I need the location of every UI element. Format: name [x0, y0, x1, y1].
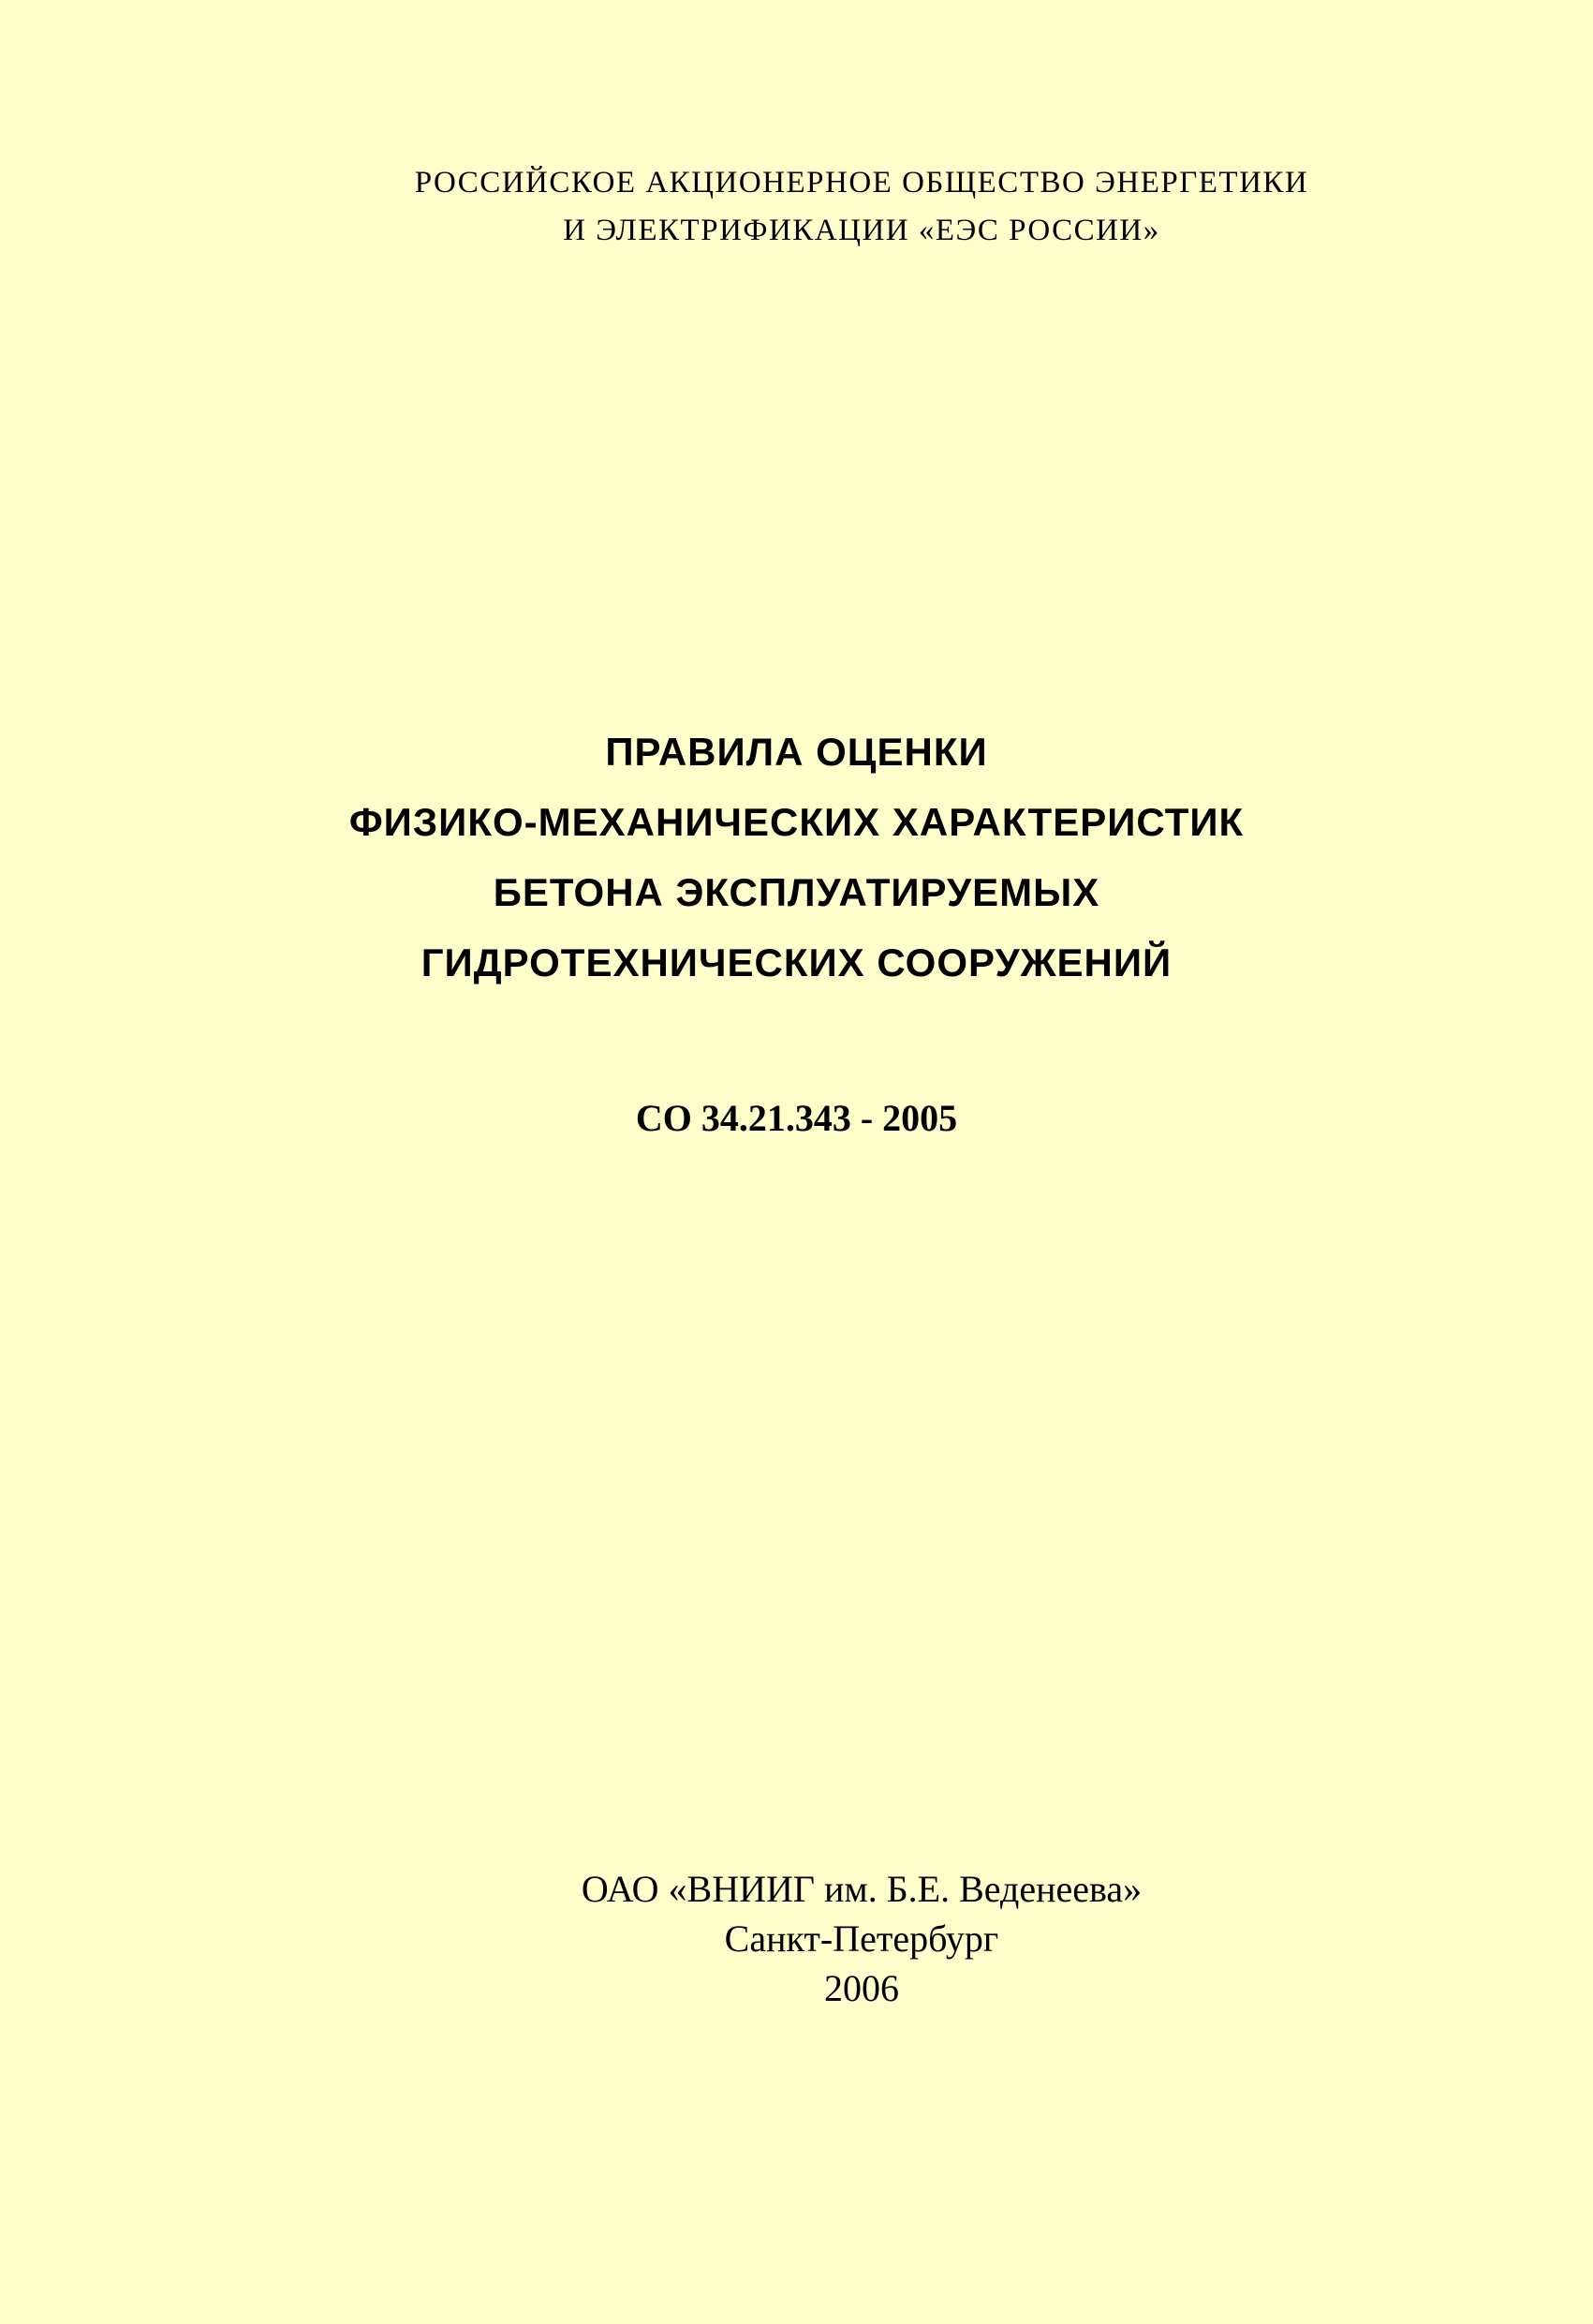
document-code: СО 34.21.343 - 2005: [635, 1097, 958, 1139]
publication-year: 2006: [824, 1967, 899, 2009]
organization-header: [393, 159, 1330, 255]
organization-line-2: И ЭЛЕКТРИФИКАЦИИ «ЕЭС РОССИИ»: [563, 214, 1160, 247]
organization-line-1: РОССИЙСКОЕ АКЦИОНЕРНОЕ ОБЩЕСТВО ЭНЕРГЕТИКИ: [414, 166, 1309, 200]
publisher-block: [524, 1864, 1199, 2013]
title-line-4: ГИДРОТЕХНИЧЕСКИХ СООРУЖЕНИЙ: [420, 940, 1173, 984]
title-line-2: ФИЗИКО-МЕХАНИЧЕСКИХ ХАРАКТЕРИСТИК: [348, 800, 1245, 844]
publisher-city: Санкт-Петербург: [724, 1917, 999, 1960]
document-title: [0, 717, 1593, 998]
publisher-name: ОАО «ВНИИГ им. Б.Е. Веденеева»: [581, 1868, 1143, 1910]
title-line-3: БЕТОНА ЭКСПЛУАТИРУЕМЫХ: [493, 870, 1100, 914]
title-line-1: ПРАВИЛА ОЦЕНКИ: [605, 730, 988, 774]
